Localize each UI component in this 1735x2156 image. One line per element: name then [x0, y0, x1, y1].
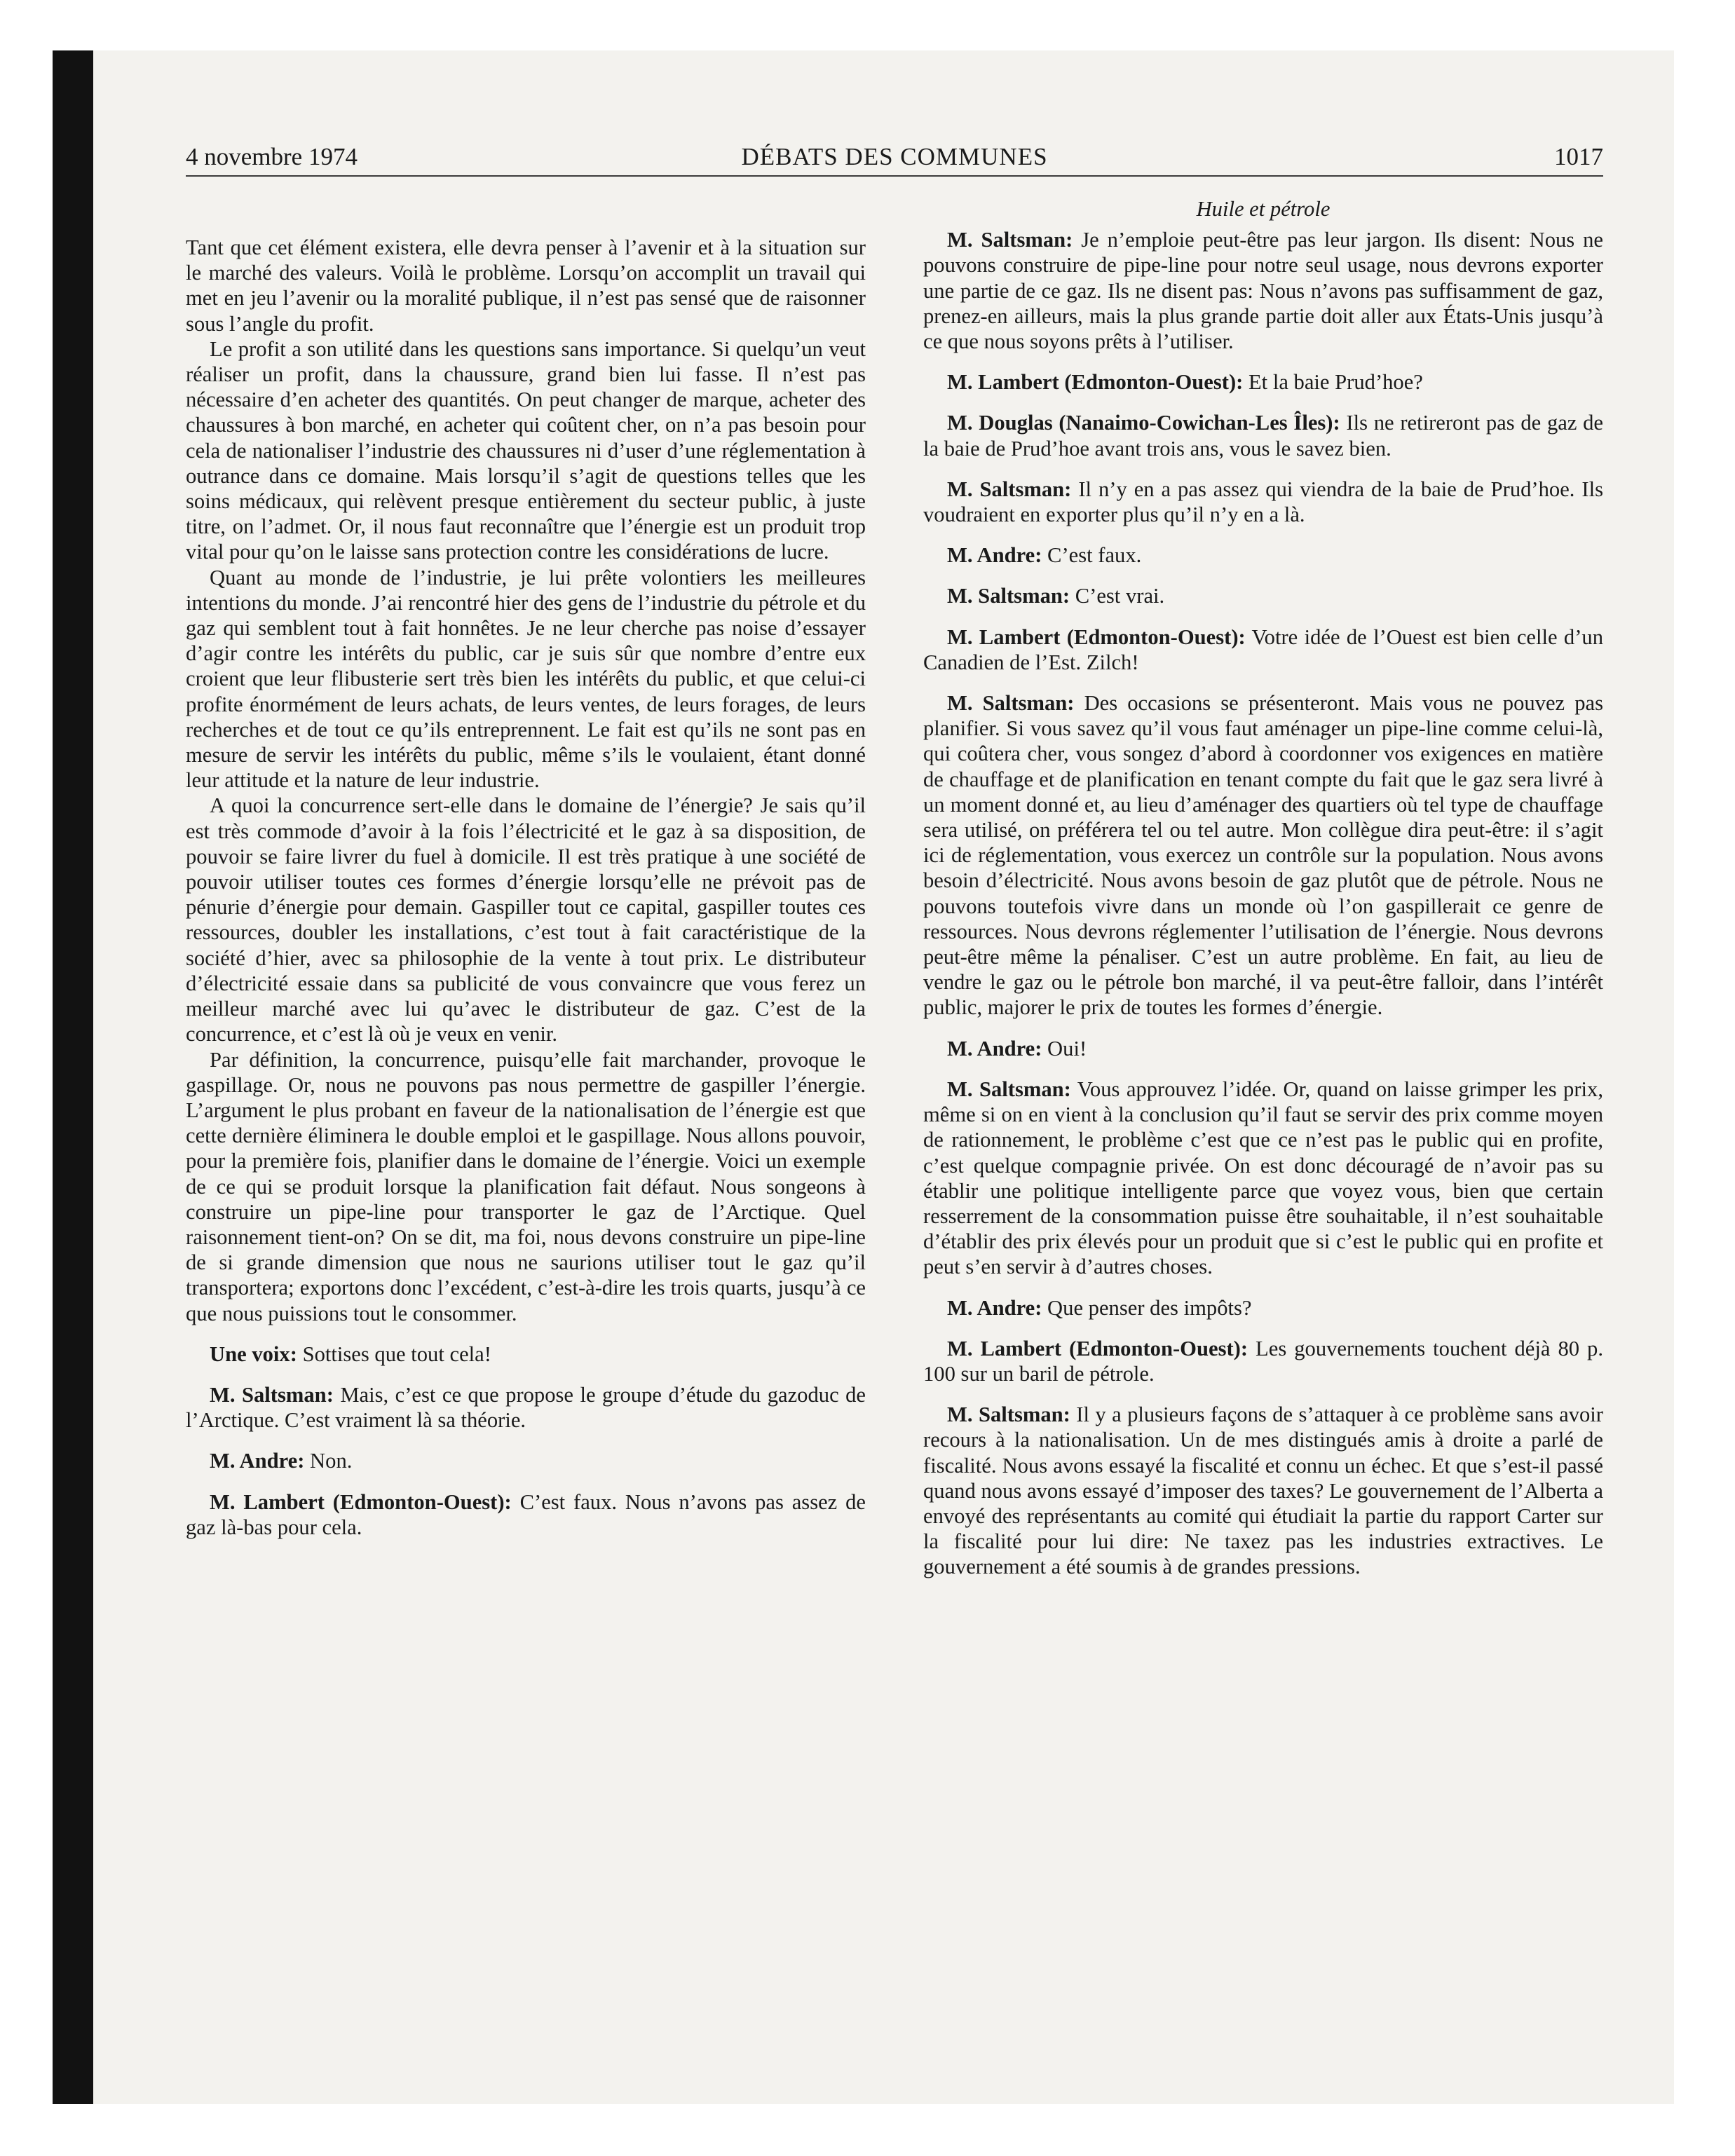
section-subheading: Huile et pétrole: [1196, 197, 1331, 221]
speaker-name: M. Saltsman:: [947, 228, 1073, 252]
speaker-name: M. Saltsman:: [947, 584, 1070, 608]
speech: [923, 369, 1603, 395]
speaker-name: Une voix:: [210, 1342, 297, 1366]
speaker-name: M. Saltsman:: [210, 1382, 334, 1407]
left-column: [186, 235, 866, 1555]
speech-text: Des occasions se présenteront. Mais vous ne pouvez pas planifier. Si vous savez qu’il vous faut aménager un pipe-line comme celui-là, qui coûtera cher, vous songez d’abord à coordonner vos exigences en matière de chauffage et de planification en tenant compte du fait que le gaz sera livré à un moment donné et, au lieu d’aménager des quartiers où tel type de chauffage sera utilisé, on préférera tel ou tel autre. Mon collègue dira peut-être: il s’agit ici de réglementation, vous exercez un contrôle sur la population. Nous avons besoin d’électricité. Nous avons besoin de gaz plutôt que de pétrole. Nous ne pouvons toutefois vivre dans un monde où l’on gaspillerait ce genre de ressources. Nous devrons réglementer l’utilisation de l’énergie. Nous devrons peut-être même la pénaliser. C’est un autre problème. En fait, au lieu de vendre le gaz ou le pétrole bon marché, il va peut-être falloir, dans l’intérêt public, majorer le prix de toutes les formes d’énergie.: [923, 691, 1603, 1020]
speech-text: Vous approuvez l’idée. Or, quand on laisse grimper les prix, même si on en vient à la conclusion qu’il faut se servir des prix comme moyen de rationnement, le problème c’est que ce n’est pas le public qui en profite, c’est quelque compagnie privée. On est donc découragé de n’avoir pas su établir une politique intelligente parce que voyez vous, bien que certain resserrement de la consommation puisse être souhaitable, il n’est souhaitable d’établir des prix élevés pour un produit que si c’est le public qui en profite et peut s’en servir à d’autres choses.: [923, 1077, 1603, 1279]
speech: [923, 625, 1603, 675]
paragraph-text: Par définition, la concurrence, puisqu’elle fait marchander, provoque le gaspillage. Or, nous ne pouvons pas nous permettre de gaspiller l’énergie. L’argument le plus probant en faveur de la nationalisation de l’énergie est que cette dernière éliminera le double emploi et le gaspillage. Nous allons pouvoir, pour la première fois, planifier dans le domaine de l’énergie. Voici un exemple de ce qui se produit lorsque la planification fait défaut. Nous songeons à construire un pipe-line pour transporter le gaz de l’Arctique. Quel raisonnement tient-on? On se dit, ma foi, nous devons construire un pipe-line de si grande dimension que nous ne saurions utiliser tout le gaz qu’il transportera; exportons donc l’excédent, c’est-à-dire les trois quarts, jusqu’à ce que nous puissions tout le consommer.: [186, 1047, 866, 1325]
speaker-name: M. Andre:: [947, 1036, 1042, 1060]
speech-text: C’est vrai.: [1070, 584, 1165, 608]
speaker-name: M. Andre:: [947, 1295, 1042, 1320]
speaker-name: M. Lambert (Edmonton-Ouest):: [947, 370, 1244, 395]
speech-text: Non.: [304, 1449, 353, 1473]
header-rule: [186, 175, 1603, 177]
paragraph-text: Tant que cet élément existera, elle devra penser à l’avenir et à la situation sur le marché des valeurs. Voilà le problème. Lorsqu’on accomplit un travail qui met en jeu l’avenir ou la moralité publique, il n’est pas sensé que de raisonner sous l’angle du profit.: [186, 236, 866, 336]
speech-text: Il n’y en a pas assez qui viendra de la baie de Prud’hoe. Ils voudraient en exporter plus qu’il n’y en a là.: [923, 477, 1603, 527]
paragraph-text: A quoi la concurrence sert-elle dans le domaine de l’énergie? Je sais qu’il est très commode d’avoir à la fois l’électricité et le gaz à sa disposition, de pouvoir se faire livrer du fuel à domicile. Il est très pratique à une société de pouvoir utiliser toutes ces formes d’énergie lorsqu’elle ne prévoit pas de pénurie d’énergie pour demain. Gaspiller tout ce capital, gaspiller toutes ces ressources, doubler les installations, c’est tout à fait caractéristique de la société d’hier, avec sa philosophie de la vente à tout prix. Le distributeur d’électricité essaie dans sa publicité de vous convaincre que vous ferez un meilleur marché avec lui qu’avec le distributeur de gaz. C’est de la concurrence, et c’est là où je veux en venir.: [186, 793, 866, 1046]
speech: [923, 1077, 1603, 1280]
speech-text: Mais, c’est ce que propose le groupe d’étude du gazoduc de l’Arctique. C’est vraiment là sa théorie.: [186, 1382, 866, 1433]
speech-text: Ils ne retireront pas de gaz de la baie de Prud’hoe avant trois ans, vous le savez bien.: [923, 411, 1603, 460]
right-column: [923, 196, 1603, 1595]
speech-text: C’est faux. Nous n’avons pas assez de gaz là-bas pour cela.: [186, 1489, 866, 1539]
speaker-name: M. Saltsman:: [947, 477, 1072, 501]
speaker-name: M. Lambert (Edmonton-Ouest):: [210, 1489, 512, 1514]
speech: [923, 410, 1603, 460]
speech: [923, 227, 1603, 354]
speaker-name: M. Andre:: [947, 543, 1042, 568]
speaker-name: M. Lambert (Edmonton-Ouest):: [947, 625, 1246, 649]
header-title: DÉBATS DES COMMUNES: [741, 143, 1048, 170]
page-header: [186, 140, 1603, 174]
speaker-name: M. Lambert (Edmonton-Ouest):: [947, 1336, 1248, 1360]
speech-text: C’est faux.: [1042, 543, 1142, 568]
speaker-name: M. Saltsman:: [947, 1403, 1070, 1427]
speech: [923, 583, 1603, 608]
paragraph: [186, 1047, 866, 1326]
speech-text: Votre idée de l’Ouest est bien celle d’un Canadien de l’Est. Zilch!: [923, 625, 1603, 674]
speech: [186, 1382, 866, 1433]
speech: [923, 1336, 1603, 1386]
speaker-name: M. Saltsman:: [947, 691, 1075, 716]
paragraph: [186, 235, 866, 336]
paragraph: [186, 565, 866, 793]
speaker-name: M. Saltsman:: [947, 1077, 1071, 1101]
speech: [923, 690, 1603, 1021]
speech-text: Oui!: [1042, 1036, 1087, 1060]
speech-text: Et la baie Prud’hoe?: [1243, 370, 1423, 395]
speaker-name: M. Douglas (Nanaimo-Cowichan-Les Îles):: [947, 411, 1340, 435]
speech: [923, 1402, 1603, 1579]
speech-text: Les gouvernements touchent déjà 80 p. 100 sur un baril de pétrole.: [923, 1336, 1604, 1386]
paragraph: [186, 336, 866, 565]
scan-edge-bar: [53, 50, 93, 2104]
speech-text: Que penser des impôts?: [1042, 1295, 1252, 1320]
paragraph-text: Le profit a son utilité dans les questions sans importance. Si quelqu’un veut réaliser un profit, dans la chaussure, grand bien lui fasse. Il n’est pas nécessaire d’en acheter des quantités. On peut changer de marque, acheter des chaussures à bon marché, en acheter qui coûtent cher, on n’a pas besoin pour cela de nationaliser l’industrie des chaussures ni d’user d’une réglementation à outrance dans ce domaine. Mais lorsqu’il s’agit de questions telles que les soins médicaux, qui relèvent presque entièrement du secteur public, à juste titre, on l’admet. Or, il nous faut reconnaître que l’énergie est un produit trop vital pour qu’on le laisse sans protection contre les considérations de lucre.: [186, 336, 866, 564]
speech: [186, 1342, 866, 1367]
paragraph-text: Quant au monde de l’industrie, je lui prête volontiers les meilleures intentions du monde. J’ai rencontré hier des gens de l’industrie du pétrole et du gaz qui semblent tout à fait honnêtes. Je ne leur cherche pas noise d’essayer d’agir contre les intérêts du public, car je suis sûr que nombre d’entre eux croient que leur flibusterie sert très bien les intérêts du public, et que celui-ci profite énormément de leurs achats, de leurs ventes, de leurs forages, de leurs recherches et de tout ce qu’ils entreprennent. Le fait est qu’ils ne sont pas en mesure de servir les intérêts du public, même s’ils le voulaient, étant donné leur attitude et la nature de leur industrie.: [186, 565, 866, 793]
header-date: 4 novembre 1974: [186, 143, 358, 170]
paragraph: [186, 793, 866, 1046]
speech-text: Il y a plusieurs façons de s’attaquer à ce problème sans avoir recours à la nationalisation. Un de mes distingués amis à droite a parlé de fiscalité. Nous avons essayé la fiscalité et connu un échec. Et que s’est-il passé quand nous avons essayé d’imposer des taxes? Le gouvernement de l’Alberta a envoyé des représentants au comité qui étudiait la partie du rapport Carter sur la fiscalité pour lui dire: Ne taxez pas les industries extractives. Le gouvernement a été soumis à de grandes pressions.: [923, 1403, 1603, 1579]
speaker-name: M. Andre:: [210, 1449, 305, 1473]
speech: [186, 1448, 866, 1473]
speech: [923, 543, 1603, 568]
speech: [923, 477, 1603, 527]
speech-text: Sottises que tout cela!: [297, 1342, 491, 1366]
speech-text: Je n’emploie peut-être pas leur jargon. Ils disent: Nous ne pouvons construire de pipe-line pour notre seul usage, nous devrons exporter une partie de ce gaz. Ils ne disent pas: Nous n’avons pas suffisamment de gaz, prenez-en ailleurs, mais la plus grande partie doit aller aux États-Unis jusqu’à ce que nous soyons prêts à l’utiliser.: [923, 228, 1603, 354]
speech: [186, 1489, 866, 1540]
speech: [923, 1295, 1603, 1321]
speech: [923, 1036, 1603, 1061]
page-number: 1017: [1554, 143, 1603, 170]
